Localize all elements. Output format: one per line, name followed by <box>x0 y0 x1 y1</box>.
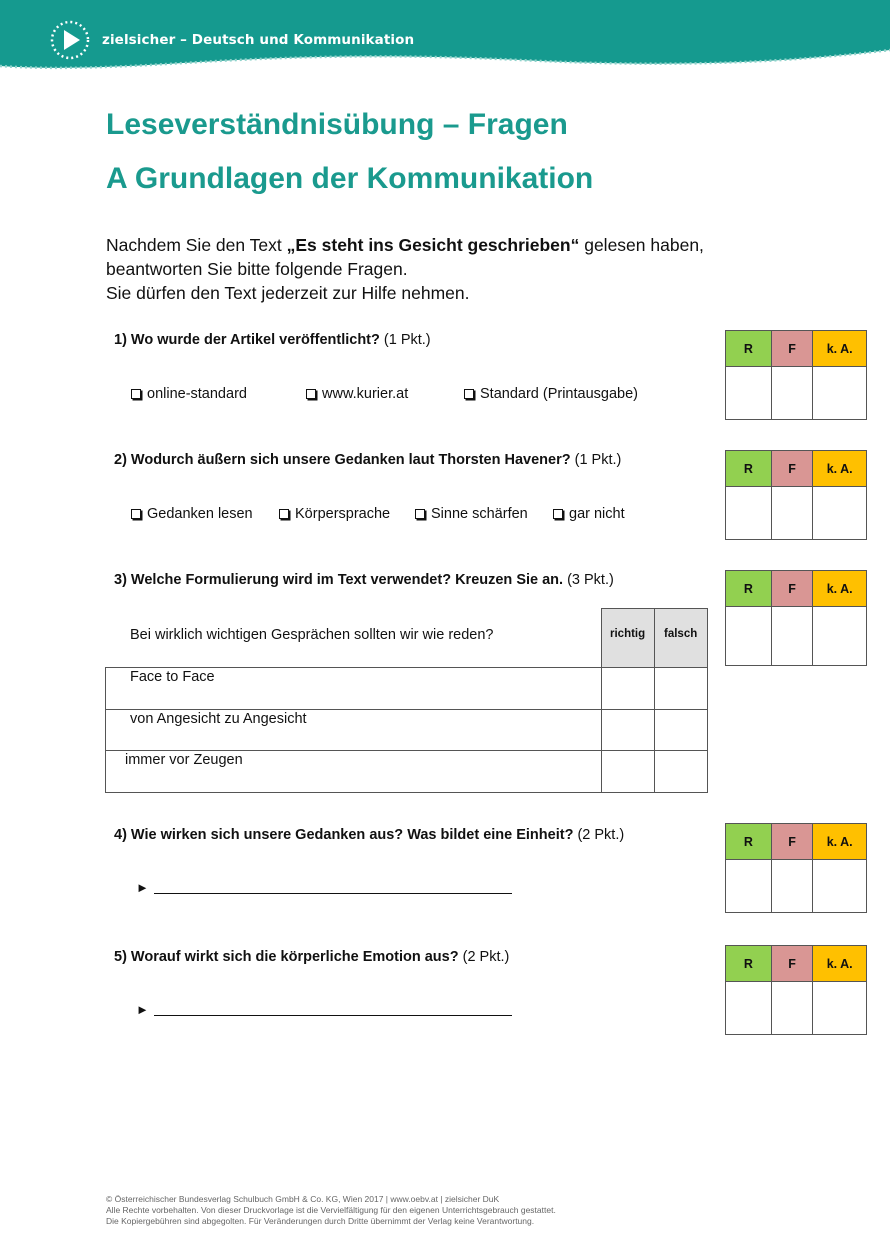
footer-line-3: Die Kopiergebühren sind abgegolten. Für Veränderungen durch Dritte übernimmt der Verlag keine Verantwortung. <box>106 1216 535 1226</box>
checkbox-icon[interactable] <box>131 509 141 519</box>
answer-cell-falsch[interactable] <box>654 750 708 793</box>
table-prompt: Bei wirklich wichtigen Gesprächen sollten wir wie reden? <box>130 627 494 643</box>
option-label: Sinne schärfen <box>431 506 528 522</box>
score-cell-ka[interactable] <box>813 607 867 666</box>
question-1-points: (1 Pkt.) <box>383 332 431 348</box>
question-3-text: 3) Welche Formulierung wird im Text verwendet? Kreuzen Sie an. <box>114 572 564 588</box>
score-header-ka: k. A. <box>813 946 867 982</box>
option-1-1[interactable] <box>131 386 247 402</box>
score-header-ka: k. A. <box>813 451 867 487</box>
footer-line-1: © Österreichischer Bundesverlag Schulbuch GmbH & Co. KG, Wien 2017 | www.oebv.at | zielsicher DuK <box>106 1194 500 1204</box>
score-cell-r[interactable] <box>726 860 772 913</box>
option-label: Körpersprache <box>295 506 391 522</box>
score-header-r: R <box>726 571 772 607</box>
checkbox-icon[interactable] <box>415 509 425 519</box>
option-1-3[interactable] <box>464 386 638 402</box>
question-4-text: 4) Wie wirken sich unsere Gedanken aus? Was bildet eine Einheit? <box>114 827 574 843</box>
answer-line-5[interactable] <box>154 1015 512 1016</box>
header-banner <box>0 0 890 80</box>
arrow-icon: ► <box>136 880 149 895</box>
checkbox-icon[interactable] <box>131 389 141 399</box>
intro-line3: Sie dürfen den Text jederzeit zur Hilfe nehmen. <box>106 283 470 303</box>
score-header-r: R <box>726 946 772 982</box>
row-label: immer vor Zeugen <box>125 752 243 768</box>
score-cell-f[interactable] <box>771 367 813 420</box>
answer-cell-falsch[interactable] <box>654 667 708 710</box>
option-1-2[interactable] <box>306 386 408 402</box>
option-label: Standard (Printausgabe) <box>480 386 638 402</box>
score-header-r: R <box>726 451 772 487</box>
option-2-2[interactable] <box>279 506 390 522</box>
intro-pre: Nachdem Sie den Text <box>106 235 287 255</box>
column-label-richtig: richtig <box>610 628 646 640</box>
option-label: Gedanken lesen <box>147 506 253 522</box>
option-2-4[interactable] <box>553 506 625 522</box>
row-label: Face to Face <box>130 669 215 685</box>
row-label: von Angesicht zu Angesicht <box>130 711 307 727</box>
score-cell-r[interactable] <box>726 487 772 540</box>
question-1 <box>114 332 431 348</box>
option-label: online-standard <box>147 386 247 402</box>
score-table-5 <box>725 945 867 1035</box>
answer-cell-falsch[interactable] <box>654 709 708 751</box>
question-5 <box>114 949 509 965</box>
arrow-icon: ► <box>136 1002 149 1017</box>
score-cell-f[interactable] <box>771 607 813 666</box>
option-label: gar nicht <box>569 506 625 522</box>
score-table-2 <box>725 450 867 540</box>
score-header-f: F <box>771 331 813 367</box>
score-header-ka: k. A. <box>813 331 867 367</box>
question-4 <box>114 827 624 843</box>
score-cell-f[interactable] <box>771 487 813 540</box>
score-cell-f[interactable] <box>771 860 813 913</box>
footer-line-2: Alle Rechte vorbehalten. Von dieser Druckvorlage ist die Vervielfältigung für den eigenen Unterrichtsgebrauch gestattet. <box>106 1205 556 1215</box>
brand-label: zielsicher – Deutsch und Kommunikation <box>102 32 415 48</box>
score-table-1 <box>725 330 867 420</box>
option-2-1[interactable] <box>131 506 253 522</box>
score-cell-r[interactable] <box>726 607 772 666</box>
checkbox-icon[interactable] <box>306 389 316 399</box>
question-2-points: (1 Pkt.) <box>574 452 622 468</box>
score-header-f: F <box>771 571 813 607</box>
score-cell-ka[interactable] <box>813 982 867 1035</box>
question-4-points: (2 Pkt.) <box>577 827 625 843</box>
score-cell-r[interactable] <box>726 982 772 1035</box>
page-title: Leseverständnisübung – Fragen <box>106 108 568 141</box>
answer-cell-richtig[interactable] <box>601 750 655 793</box>
column-label-falsch: falsch <box>664 628 698 640</box>
checkbox-icon[interactable] <box>279 509 289 519</box>
option-2-3[interactable] <box>415 506 528 522</box>
answer-cell-richtig[interactable] <box>601 667 655 710</box>
question-2 <box>114 452 621 468</box>
score-header-f: F <box>771 451 813 487</box>
question-5-points: (2 Pkt.) <box>462 949 510 965</box>
question-2-text: 2) Wodurch äußern sich unsere Gedanken laut Thorsten Havener? <box>114 452 571 468</box>
score-header-f: F <box>771 946 813 982</box>
question-3 <box>114 572 614 588</box>
score-cell-ka[interactable] <box>813 367 867 420</box>
score-header-ka: k. A. <box>813 824 867 860</box>
intro-text <box>106 233 704 305</box>
score-cell-r[interactable] <box>726 367 772 420</box>
option-label: www.kurier.at <box>322 386 409 402</box>
score-cell-ka[interactable] <box>813 860 867 913</box>
checkbox-icon[interactable] <box>464 389 474 399</box>
score-cell-f[interactable] <box>771 982 813 1035</box>
page-subtitle: A Grundlagen der Kommunikation <box>106 162 594 195</box>
score-header-f: F <box>771 824 813 860</box>
intro-line2: beantworten Sie bitte folgende Fragen. <box>106 259 408 279</box>
score-header-r: R <box>726 331 772 367</box>
intro-text-title: „Es steht ins Gesicht geschrieben“ <box>286 235 580 255</box>
score-table-4 <box>725 823 867 913</box>
footer-copyright <box>106 1194 556 1227</box>
score-header-ka: k. A. <box>813 571 867 607</box>
answer-line-4[interactable] <box>154 893 512 894</box>
score-cell-ka[interactable] <box>813 487 867 540</box>
intro-post: gelesen haben, <box>579 235 704 255</box>
score-header-r: R <box>726 824 772 860</box>
formulation-table <box>105 608 708 793</box>
answer-cell-richtig[interactable] <box>601 709 655 751</box>
question-1-text: 1) Wo wurde der Artikel veröffentlicht? <box>114 332 380 348</box>
question-5-text: 5) Worauf wirkt sich die körperliche Emotion aus? <box>114 949 459 965</box>
score-table-3 <box>725 570 867 666</box>
question-3-points: (3 Pkt.) <box>567 572 614 588</box>
checkbox-icon[interactable] <box>553 509 563 519</box>
